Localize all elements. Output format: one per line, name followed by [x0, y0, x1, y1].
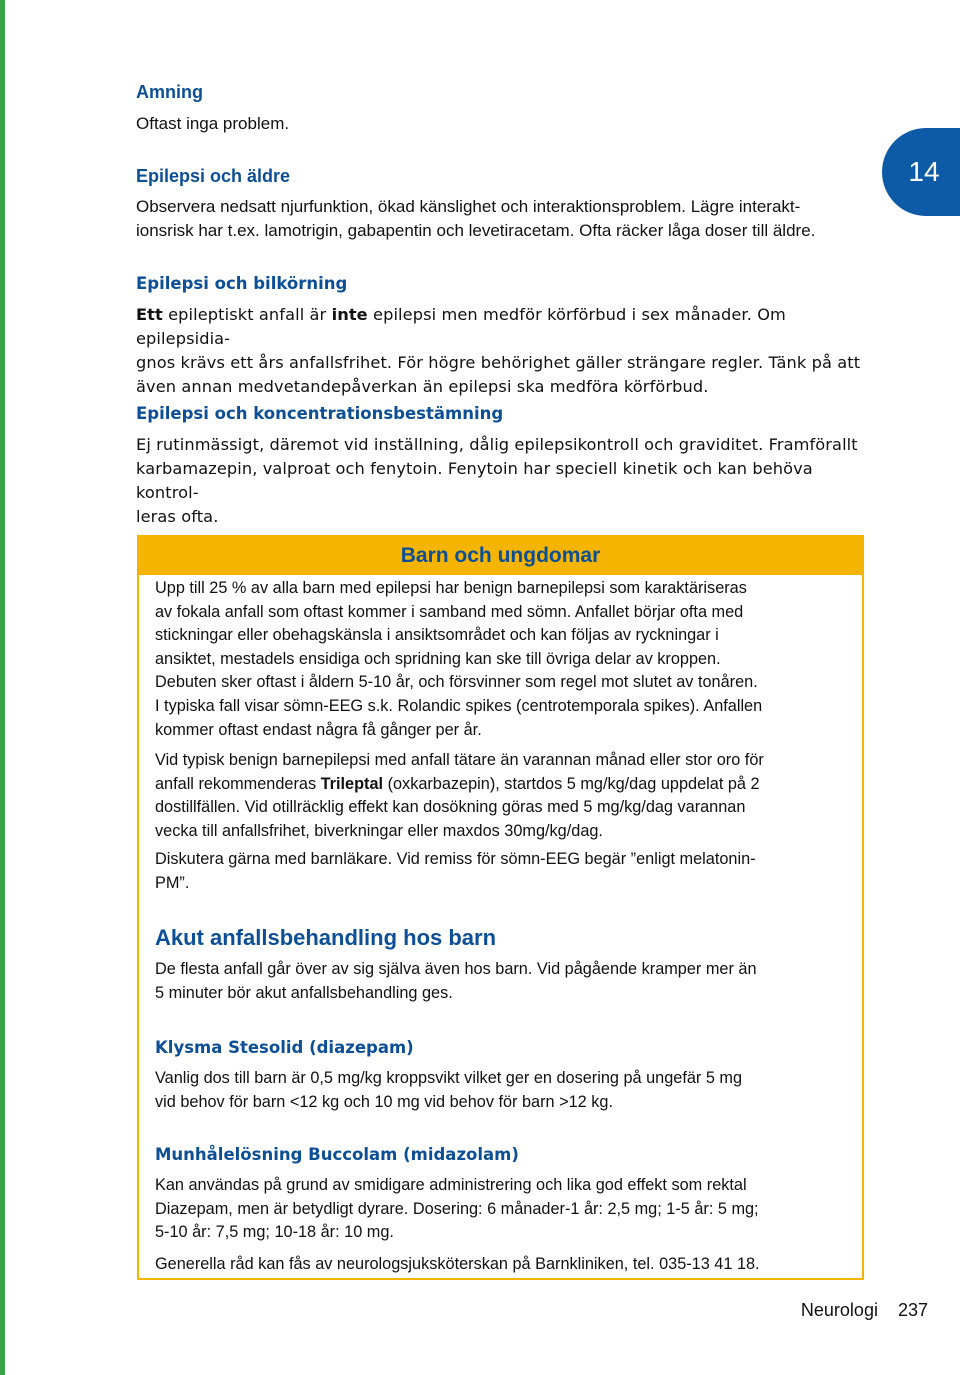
section-amning: [136, 81, 876, 136]
bilkorning-line-2: gnos krävs ett års anfallsfrihet. För högre behörighet gäller strängare regler. Tänk på att: [136, 353, 861, 372]
section-koncentration: [136, 403, 876, 529]
aldre-line-1: Observera nedsatt njurfunktion, ökad känslighet och interaktionsproblem. Lägre interakt-: [136, 197, 801, 216]
klysma-section: [155, 1037, 845, 1114]
heading-amning: Amning: [136, 82, 203, 102]
box-paragraph-1: [155, 577, 845, 742]
heading-aldre: Epilepsi och äldre: [136, 166, 291, 186]
klysma-line: Vanlig dos till barn är 0,5 mg/kg kroppsvikt vilket ger en dosering på ungefär 5 mg: [155, 1069, 743, 1087]
bilkorning-line-3: även annan medvetandepåverkan än epilepsi ska medföra körförbud.: [136, 377, 709, 396]
koncentration-line-2: karbamazepin, valproat och fenytoin. Fenytoin har speciell kinetik och kan behöva kontrol-: [136, 459, 813, 502]
heading-buccolam: Munhålelösning Buccolam (midazolam): [155, 1145, 519, 1164]
buccolam-section: [155, 1144, 845, 1276]
box-paragraph-2: [155, 749, 845, 843]
left-margin-bar: [0, 0, 5, 1375]
heading-klysma: Klysma Stesolid (diazepam): [155, 1038, 414, 1057]
bold-trileptal: Trileptal: [320, 774, 384, 793]
footer-section: Neurologi: [800, 1300, 878, 1320]
bold-inte: inte: [331, 305, 368, 324]
box-p1-line: kommer oftast endast några få gånger per år.: [155, 720, 482, 739]
box-p1-line: Upp till 25 % av alla barn med epilepsi har benign barnepilepsi som karaktäriseras: [155, 579, 747, 597]
box-p1-line: stickningar eller obehagskänsla i ansiktsområdet och kan följas av ryckningar i: [155, 626, 719, 645]
page-number: 237: [897, 1300, 928, 1320]
akut-line: De flesta anfall går över av sig själva även hos barn. Vid pågående kramper mer än: [155, 960, 757, 978]
heading-akut: Akut anfallsbehandling hos barn: [155, 925, 497, 950]
box-p2-text-a: anfall rekommenderas: [155, 774, 321, 793]
box-p2-line-trileptal: [155, 773, 845, 797]
chapter-number: 14: [908, 156, 940, 187]
box-p1-line: av fokala anfall som oftast kommer i samband med sömn. Anfallet börjar ofta med: [155, 602, 744, 621]
section-aldre: [136, 165, 876, 242]
chapter-tab: [882, 128, 960, 216]
bilkorning-text-a: epileptiskt anfall är: [162, 305, 332, 324]
bold-ett: Ett: [136, 305, 163, 324]
box-p3-line: Diskutera gärna med barnläkare. Vid remiss för sömn-EEG begär ”enligt melatonin-: [155, 850, 756, 868]
heading-koncentration: Epilepsi och koncentrationsbestämning: [136, 404, 504, 423]
buccolam-line: 5-10 år: 7,5 mg; 10-18 år: 10 mg.: [155, 1223, 394, 1242]
buccolam-line: Diazepam, men är betydligt dyrare. Dosering: 6 månader-1 år: 2,5 mg; 1-5 år: 5 mg;: [155, 1199, 759, 1218]
aldre-line-2: ionsrisk har t.ex. lamotrigin, gabapentin och levetiracetam. Ofta räcker låga doser till äldre.: [136, 220, 816, 240]
box-paragraph-3: [155, 848, 845, 895]
akut-section: [155, 925, 845, 1005]
bilkorning-line-1: [136, 303, 876, 351]
contact-line: Generella råd kan fås av neurologsjuksköterskan på Barnkliniken, tel. 035-13 41 18.: [155, 1254, 760, 1273]
box-title: Barn och ungdomar: [139, 537, 862, 575]
section-bilkorning: [136, 273, 876, 399]
klysma-line: vid behov för barn <12 kg och 10 mg vid behov för barn >12 kg.: [155, 1092, 613, 1111]
box-p1-line: I typiska fall visar sömn-EEG s.k. Rolandic spikes (centrotemporala spikes). Anfallen: [155, 696, 763, 715]
box-p2-text-b: (oxkarbazepin), startdos 5 mg/kg/dag uppdelat på 2: [383, 774, 760, 793]
box-p1-line: ansiktet, mestadels ensidiga och spridning kan ske till övriga delar av kroppen.: [155, 649, 721, 668]
amning-text: Oftast inga problem.: [136, 114, 290, 133]
bilkorning-text-b: epilepsi men medför körförbud i sex månader. Om epilepsidia-: [136, 305, 786, 348]
box-p1-line: Debuten sker oftast i åldern 5-10 år, och försvinner som regel mot slutet av tonåren.: [155, 673, 758, 692]
page-footer: [801, 1300, 928, 1321]
box-p2-line: vecka till anfallsfrihet, biverkningar eller maxdos 30mg/kg/dag.: [155, 821, 603, 840]
akut-line: 5 minuter bör akut anfallsbehandling ges.: [155, 983, 453, 1002]
box-p2-line: Vid typisk benign barnepilepsi med anfall tätare än varannan månad eller stor oro för: [155, 751, 764, 769]
barn-och-ungdomar-box: [137, 535, 864, 1280]
buccolam-line: Kan användas på grund av smidigare administrering och lika god effekt som rektal: [155, 1176, 747, 1194]
koncentration-line-3: leras ofta.: [136, 507, 219, 526]
box-p2-line: dostillfällen. Vid otillräcklig effekt kan dosökning göras med 5 mg/kg/dag varannan: [155, 798, 746, 817]
box-p3-line: PM”.: [155, 873, 190, 892]
koncentration-line-1: Ej rutinmässigt, däremot vid inställning, dålig epilepsikontroll och graviditet. Framförallt: [136, 435, 858, 454]
heading-bilkorning: Epilepsi och bilkörning: [136, 274, 348, 293]
